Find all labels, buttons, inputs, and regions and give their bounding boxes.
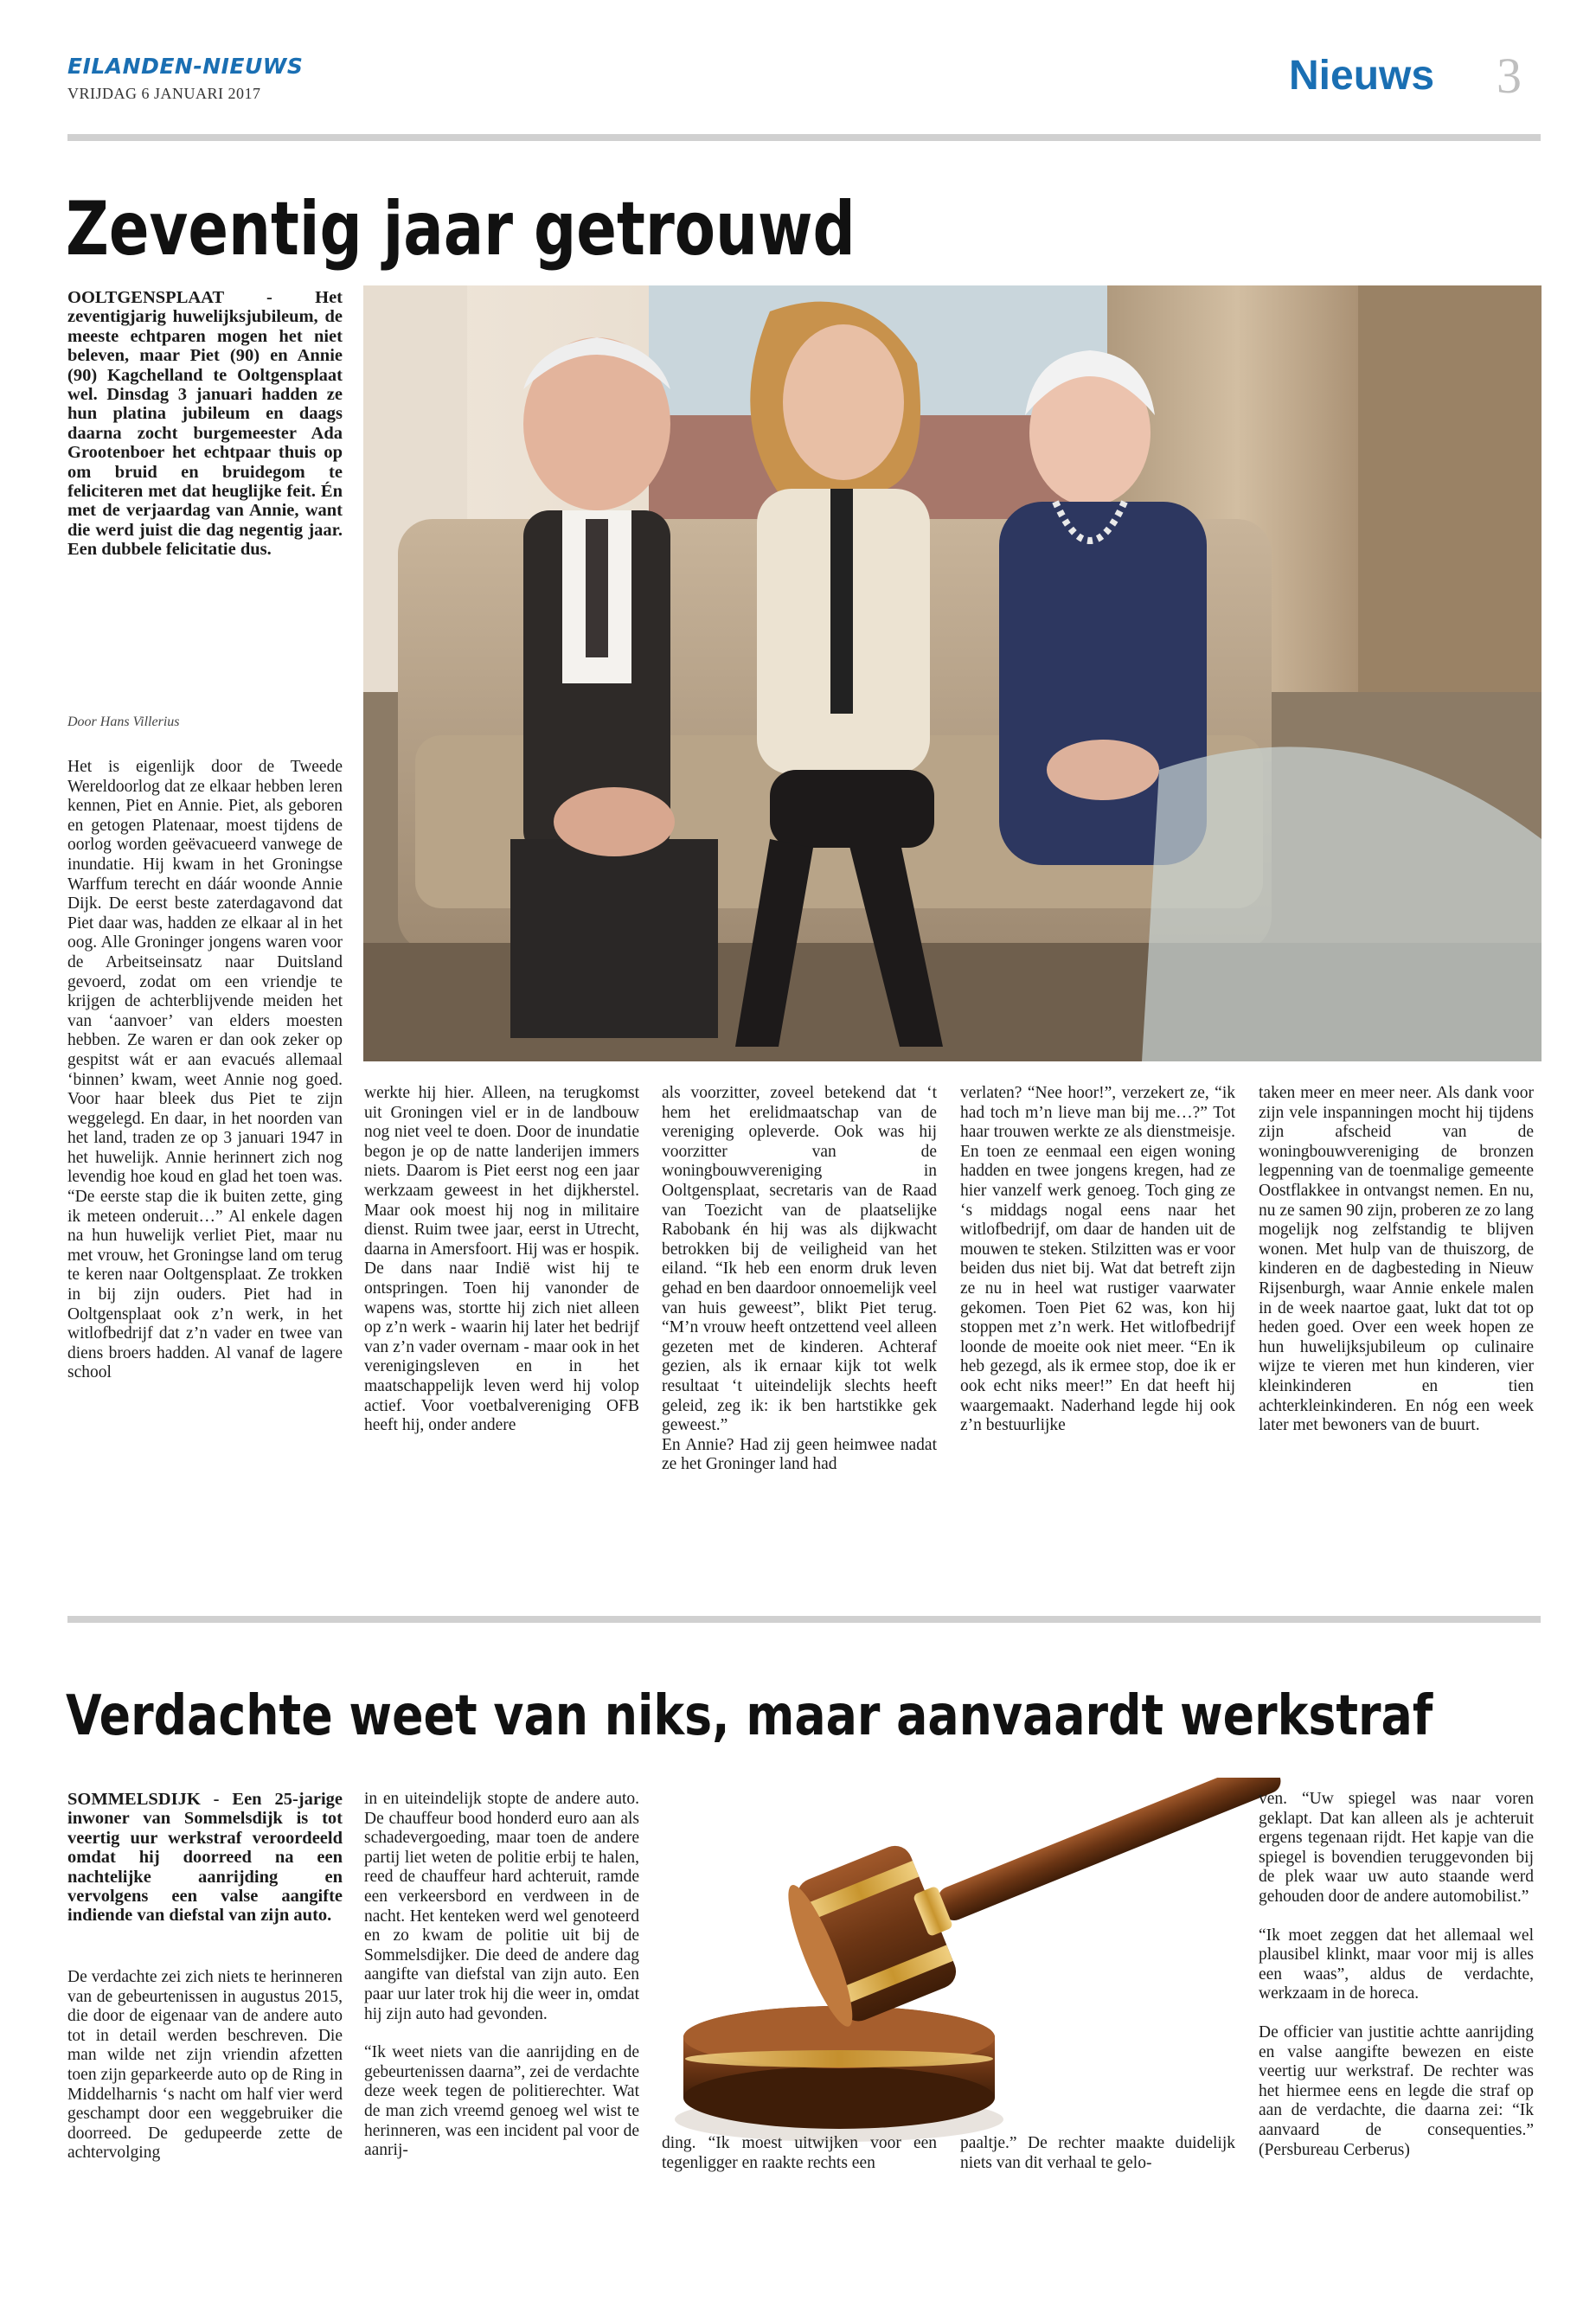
article2-lead-text: - Een 25-jarige inwoner van Sommelsdijk is tot veertig uur werkstraf veroordeeld omdat hij doorreed na een nachtelijke aanrijding en vervolgens een valse aangifte indiende van diefstal van zijn auto.: [67, 1790, 343, 1926]
article2-column-5-par-3: De officier van justitie achtte aanrijding en valse aangifte bewezen en eiste veertig uur werkstraf. De rechter was het hiermee eens en legde die straf op aan de verdachte, die daarna zei: “Ik aanvaard de consequenties.” (Persbureau Cerberus): [1259, 2022, 1534, 2159]
article1-dateline: OOLTGENSPLAAT: [67, 288, 224, 307]
couple-photo: [363, 285, 1542, 1061]
article1-byline: Door Hans Villerius: [67, 715, 180, 729]
article1-lead: [67, 288, 343, 560]
article2-column-1: De verdachte zei zich niets te herinneren van de gebeurtenissen in augustus 2015, die door de eigenaar van de andere auto tot in detail werden beschreven. Die man wilde net zijn vriendin afzetten toen zijn geparkeerde auto op de Ring in Middelharnis ‘s nacht om half vier werd geschampt door een weggebruiker die doorreed. De gedupeerde zette de achtervolging: [67, 1968, 343, 2163]
page-number: 3: [1497, 48, 1522, 104]
gavel-illustration: [640, 1778, 1315, 2150]
article1-column-2: werkte hij hier. Alleen, na terugkomst uit Groningen viel er in de landbouw nog niet veel te doen. Door de inundatie begon je op de natte landerijen immers niets. Daarom is Piet eerst nog een jaar werkzaam geweest in het dijkherstel. Maar ook moest hij nog in militaire dienst. Ruim twee jaar, eerst in Utrecht, daarna in Amersfoort. Hij was er hospik. De dans naar Indië wist hij te ontspringen. Toen hij vanonder de wapens was, stortte hij zich niet alleen op z’n werk - waarin hij later het bedrijf van z’n vader overnam - maar ook in het verenigingsleven en in het maatschappelijk leven werd hij volop actief. Voor voetbalvereniging OFB heeft hij, onder andere: [364, 1084, 639, 1435]
article1-headline: Zeventig jaar getrouwd: [66, 186, 856, 272]
article1-column-1: Het is eigenlijk door de Tweede Wereldoorlog dat ze elkaar hebben leren kennen, Piet en Annie. Piet, als geboren en getogen Platenaar, moest tijdens de oorlog worden geëvacueerd vanwege de inundatie. Hij kwam in het Groningse Warffum terecht en dáár woonde Annie Dijk. De eerst beste zaterdagavond dat Piet daar was, hadden ze elkaar al in het oog. Alle Groninger jongens waren voor de Arbeitseinsatz naar Duitsland gevoerd, zodat om een vriendje te krijgen de achterblijvende meiden het van ‘aanvoer’ van elders moesten hebben. Ze waren er dan ook zeker op gespitst wát er aan evacués allemaal ‘binnen’ kwam, weet Annie nog goed. Voor haar bleek dus Piet te zijn weggelegd. En daar, in het noorden van het land, traden ze op 3 januari 1947 in het huwelijk. Annie herinnert zich nog levendig hoe koud en glad het toen was. “De eerste stap die ik buiten zette, ging ik meteen onderuit…” Al enkele dagen na hun huwelijk verliet Piet, maar nu met vrouw, het Groningse land om terug te keren naar Ooltgensplaat. Ze trokken in bij zijn ouders. Piet had in Ooltgensplaat ook z’n werk, in het witlofbedrijf dat z’n vader en twee van diens broers hadden. Al vanaf de lagere school: [67, 758, 343, 1382]
article1-column-3: [662, 1084, 937, 1475]
article2-column-3: ding. “Ik moest uitwijken voor een tegenligger en raakte rechts een: [662, 2134, 937, 2172]
article1-column-3-text: als voorzitter, zoveel betekend dat ‘t hem het erelidmaatschap van de vereniging opleverde. Ook was hij voorzitter van de woningbouwvereniging in Ooltgensplaat, secretaris van de Raad van Toezicht van de plaatselijke Rabobank én hij was als dijkwacht betrokken bij de veiligheid van het eiland. “Ik heb een enorm druk leven gehad en ben daardoor onnoemelijk veel van huis geweest”, blikt Piet terug. “M’n vrouw heeft ontzettend veel alleen gezeten met de kinderen. Achteraf gezien, als ik ernaar kijk tot welk resultaat ‘t uiteindelijk slechts heeft geleid, zeg ik: ik ben hartstikke gek geweest.”: [662, 1084, 937, 1435]
masthead-logo: EILANDEN-NIEUWS: [67, 54, 304, 79]
article2-column-5: [1259, 1790, 1534, 2160]
article2-headline: Verdachte weet van niks, maar aanvaardt werkstraf: [66, 1684, 1433, 1748]
article2-column-2-par-2: “Ik weet niets van die aanrijding en de gebeurtenissen daarna”, zei de verdachte deze week tegen de politierechter. Wat de man zich vreemd genoeg wel wist te herinneren, was een incident pal voor de aanrij-: [364, 2043, 639, 2160]
section-title: Nieuws: [1289, 53, 1435, 99]
couple-photo-illustration: [363, 285, 1542, 1061]
article2-column-2-par-1: in en uiteindelijk stopte de andere auto. De chauffeur bood honderd euro aan als schadevergoeding, maar toen de andere partij liet weten de politie erbij te halen, reed de chauffeur hard achteruit, ramde een verkeersbord en verdween in de nacht. Het kenteken werd wel genoteerd en zo kwam de politie uit bij de Sommelsdijker. Die deed de andere dag aangifte van diefstal van zijn auto. Een paar uur later trok hij die weer in, omdat hij zijn auto had gevonden.: [364, 1790, 639, 2023]
article2-dateline: SOMMELSDIJK: [67, 1790, 201, 1809]
article-divider: [67, 1616, 1541, 1623]
article1-lead-text: - Het zeventigjarig huwelijksjubileum, de meeste echtparen mogen het niet beleven, maar Piet (90) en Annie (90) Kagchelland te Ooltgensplaat wel. Dinsdag 3 januari hadden ze hun platina jubileum en daags daarna zocht burgemeester Ada Grootenboer het echtpaar thuis op om bruid en bruidegom te feliciteren met dat heuglijke feit. Én met de verjaardag van Annie, want die werd juist die dag negentig jaar. Een dubbele felicitatie dus.: [67, 288, 343, 560]
issue-date: VRIJDAG 6 JANUARI 2017: [67, 85, 261, 102]
gavel-icon: [640, 1778, 1315, 2150]
article1-column-4: verlaten? “Nee hoor!”, verzekert ze, “ik had toch m’n lieve man bij me…?” Tot haar trouwen werkte ze als dienstmeisje. En toen ze eenmaal een eigen woning hadden en twee jongens kregen, had ze hier vanzelf werk genoeg. Toch ging ze ‘s middags nogal eens naar het witlofbedrijf, om daar de handen uit de mouwen te steken. Stilzitten was er voor beiden dus niet bij. Wat dat betreft zijn ze nu in heel wat rustiger vaarwater gekomen. Toen Piet 62 was, kon hij stoppen met z’n werk. Het witlofbedrijf loonde de moeite ook niet meer. “En ik heb gezegd, als ik ermee stop, doe ik er ook echt niks meer!” En dat heeft hij waargemaakt. Naderhand legde hij ook z’n bestuurlijke: [960, 1084, 1235, 1435]
header-divider: [67, 134, 1541, 141]
article1-column-3-text-b: En Annie? Had zij geen heimwee nadat ze het Groninger land had: [662, 1435, 937, 1474]
article2-column-5-par-2: “Ik moet zeggen dat het allemaal wel plausibel klinkt, maar voor mij is alles een waas”, aldus de verdachte, werkzaam in de horeca.: [1259, 1926, 1534, 2003]
article2-column-5-par-1: ven. “Uw spiegel was naar voren geklapt. Dat kan alleen als je achteruit ergens tegenaan rijdt. Het kapje van die spiegel is bovendien teruggevonden bij de plek waar uw auto staande werd gehouden door de andere automobilist.”: [1259, 1790, 1534, 1906]
article2-column-4: paaltje.” De rechter maakte duidelijk niets van dit verhaal te gelo-: [960, 2134, 1235, 2172]
article2-lead: [67, 1790, 343, 1926]
article2-column-2: [364, 1790, 639, 2161]
article1-column-5: taken meer en meer neer. Als dank voor zijn vele inspanningen mocht hij tijdens zijn afscheid van de woningbouwvereniging de bronzen legpenning van de toenmalige gemeente Oostflakkee in ontvangst nemen. En nu, nu ze samen 90 zijn, proberen ze zo lang mogelijk nog zelfstandig te blijven wonen. Met hulp van de thuiszorg, de kinderen en de dagbesteding in Nieuw Rijsenburgh, waar Annie enkele malen in de week naartoe gaat, lukt dat tot op heden goed. Over een week hopen ze hun huwelijksjubileum op culinaire wijze te vieren met hun kinderen, vier kleinkinderen en tien achterkleinkinderen. En nóg een week later met bewoners van de buurt.: [1259, 1084, 1534, 1435]
